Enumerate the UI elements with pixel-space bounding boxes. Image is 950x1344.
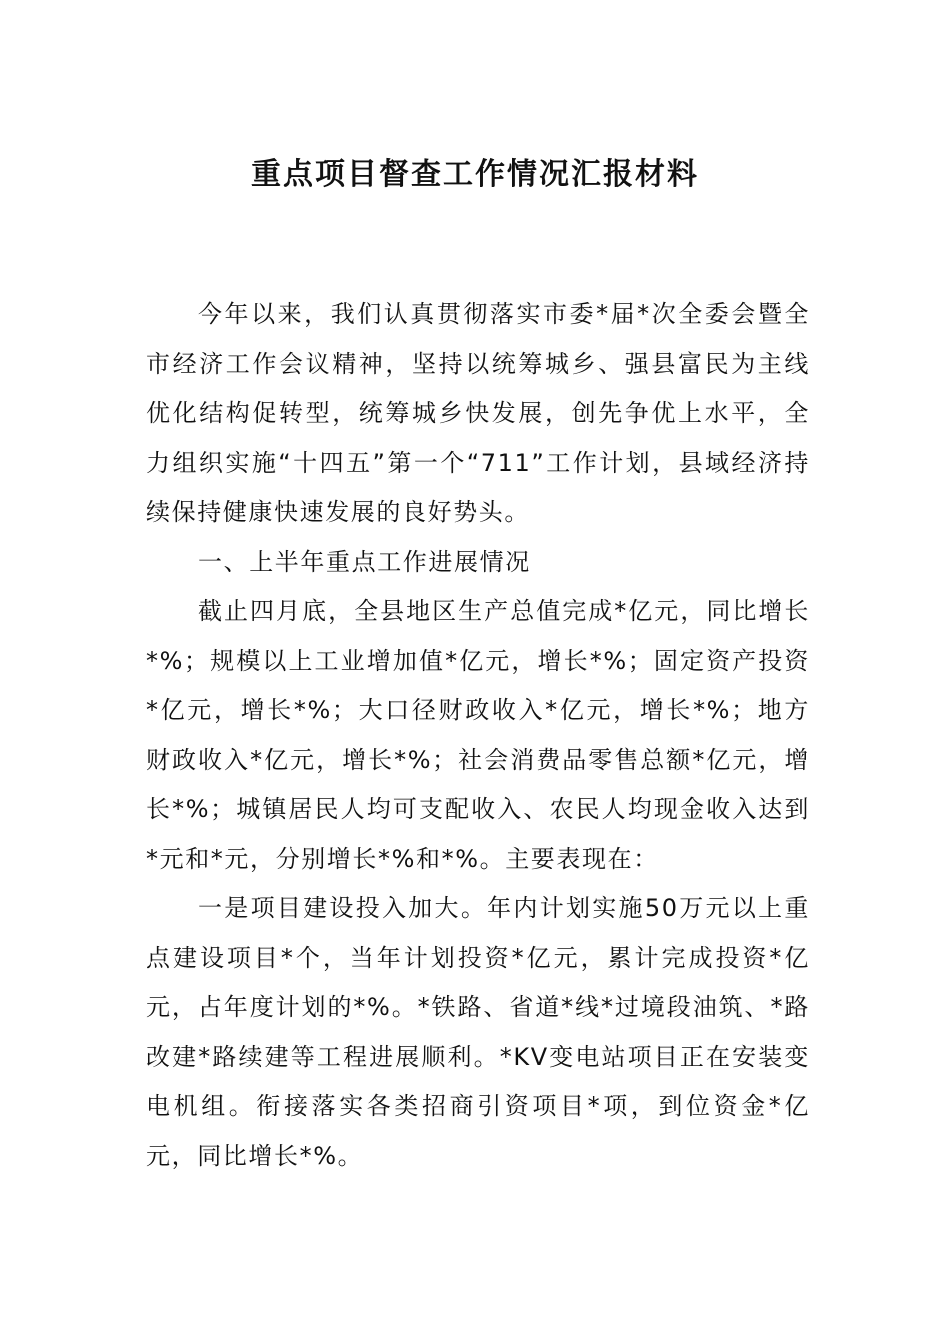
statistics-paragraph: 截止四月底，全县地区生产总值完成*亿元，同比增长*%；规模以上工业增加值*亿元，增长*%；固定资产投资*亿元，增长*%；大口径财政收入*亿元，增长*%；地方财政收入*亿元，增长*%；社会消费品零售总额*亿元，增长*%；城镇居民人均可支配收入、农民人均现金收入达到*元和*元，分别增长*%和*%。主要表现在：	[146, 597, 810, 873]
document-title: 重点项目督查工作情况汇报材料	[251, 157, 699, 192]
document-body	[146, 290, 810, 1181]
section-heading: 一、上半年重点工作进展情况	[198, 547, 531, 576]
project-paragraph: 一是项目建设投入加大。年内计划实施50万元以上重点建设项目*个，当年计划投资*亿元，累计完成投资*亿元，占年度计划的*%。*铁路、省道*线*过境段油筑、*路改建*路续建等工程进展顺利。*KV变电站项目正在安装变电机组。衔接落实各类招商引资项目*项，到位资金*亿元，同比增长*%。	[146, 894, 810, 1170]
intro-paragraph: 今年以来，我们认真贯彻落实市委*届*次全委会暨全市经济工作会议精神，坚持以统筹城乡、强县富民为主线优化结构促转型，统筹城乡快发展，创先争优上水平，全力组织实施“十四五”第一个“711”工作计划，县域经济持续保持健康快速发展的良好势头。	[146, 300, 810, 526]
